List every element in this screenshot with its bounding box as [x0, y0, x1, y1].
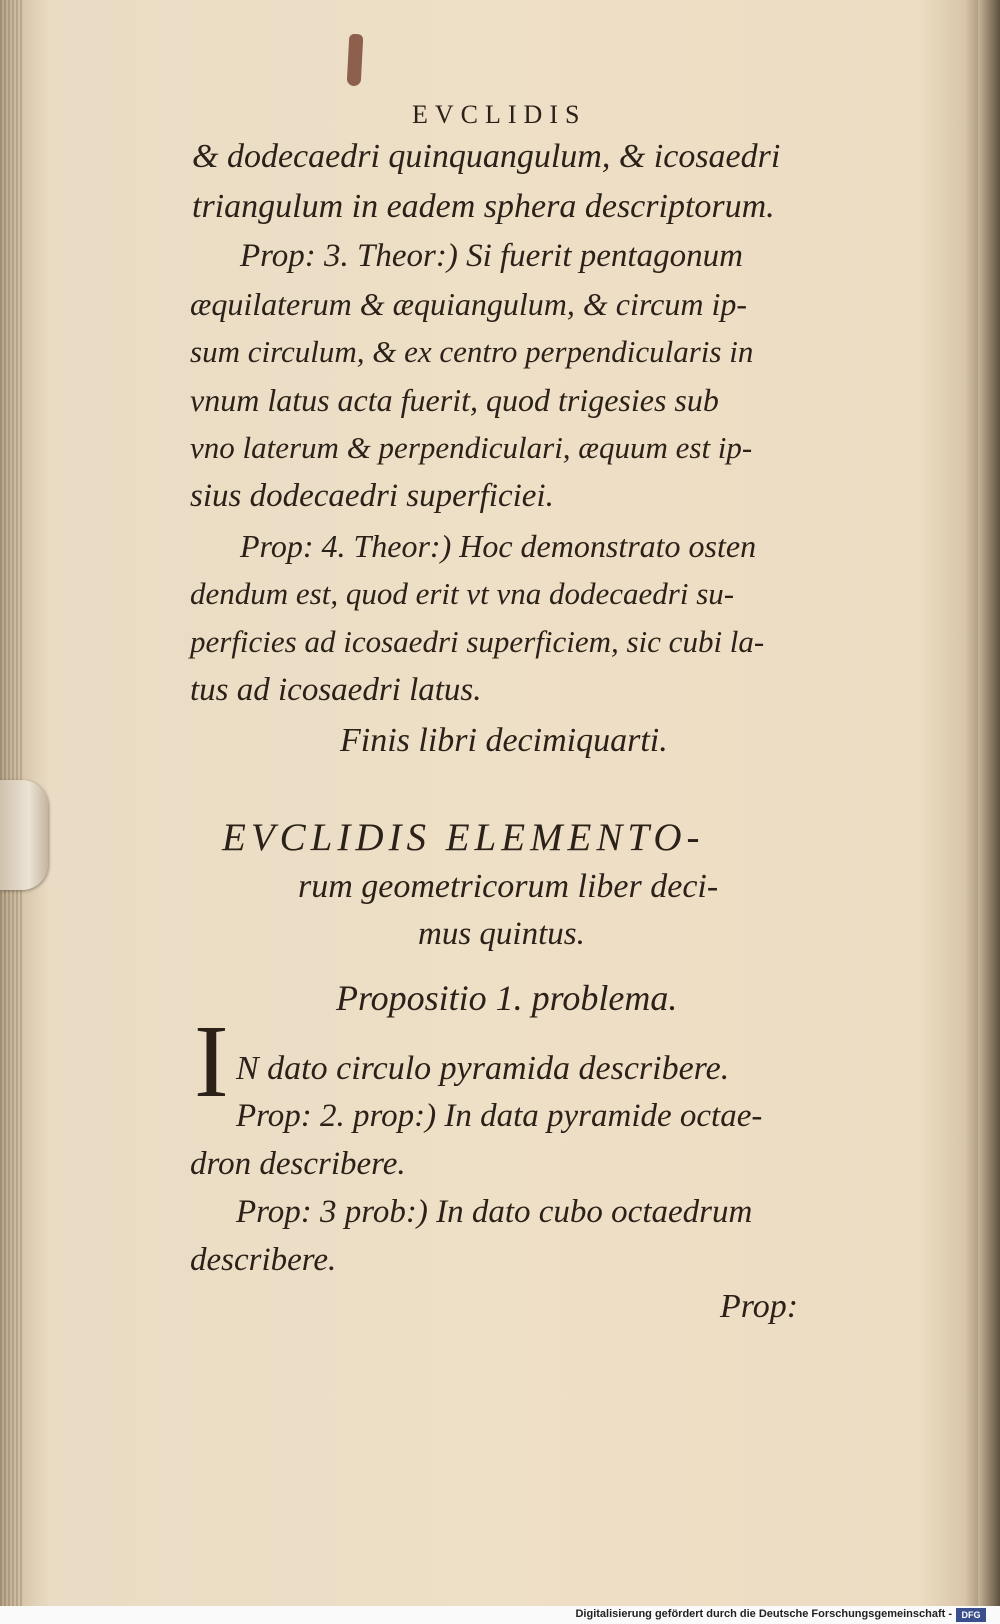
text-line: describere.	[190, 1242, 337, 1278]
drop-cap-initial: I	[194, 1004, 229, 1119]
text-line: Prop: 4. Theor:) Hoc demonstrato osten	[240, 528, 757, 564]
text-line: dron describere.	[190, 1146, 406, 1182]
text-line: sius dodecaedri superficiei.	[190, 478, 554, 514]
finis-line: Finis libri decimiquarti.	[340, 722, 668, 759]
text-line: N dato circulo pyramida describere.	[236, 1050, 730, 1087]
text-line: Prop: 2. prop:) In data pyramide octae-	[236, 1098, 763, 1134]
text-line: dendum est, quod erit vt vna dodecaedri su-	[190, 576, 735, 611]
catchword: Prop:	[720, 1288, 799, 1325]
dfg-logo: DFG	[956, 1608, 986, 1622]
text-line: æquilaterum & æquiangulum, & circum ip-	[190, 286, 748, 322]
text-line: sum circulum, & ex centro perpendicularis in	[190, 334, 754, 369]
book-heading-line: rum geometricorum liber deci-	[298, 868, 719, 905]
running-head: EVCLIDIS	[412, 100, 587, 129]
book-heading-line: mus quintus.	[418, 916, 585, 952]
funding-credit: Digitalisierung gefördert durch die Deutsche Forschungsgemeinschaft -	[575, 1608, 952, 1620]
text-line: tus ad icosaedri latus.	[190, 672, 482, 708]
proposition-title: Propositio 1. problema.	[336, 978, 678, 1018]
text-line: Prop: 3 prob:) In dato cubo octaedrum	[236, 1194, 753, 1230]
text-line: vno laterum & perpendiculari, æquum est ip-	[190, 430, 753, 465]
book-heading-line: EVCLIDIS ELEMENTO-	[222, 816, 705, 859]
text-line: triangulum in eadem sphera descriptorum.	[192, 188, 775, 225]
text-line: perficies ad icosaedri superficiem, sic cubi la-	[190, 624, 765, 659]
text-line: Prop: 3. Theor:) Si fuerit pentagonum	[240, 238, 743, 274]
text-line: & dodecaedri quinquangulum, & icosaedri	[192, 138, 781, 175]
text-line: vnum latus acta fuerit, quod trigesies sub	[190, 382, 719, 418]
